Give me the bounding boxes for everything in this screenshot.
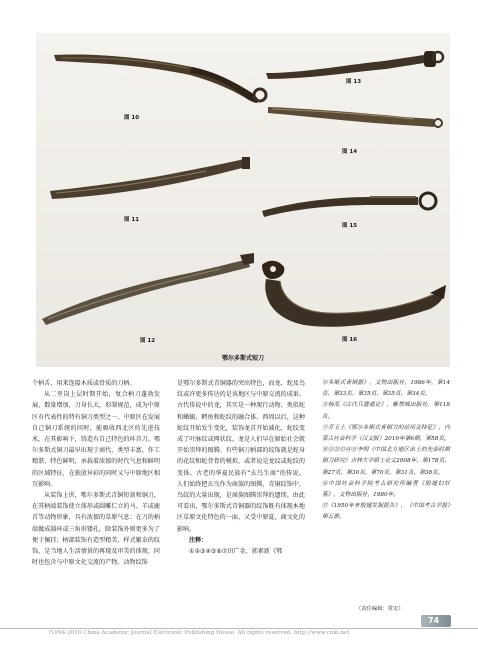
knife-figure-15 — [260, 183, 446, 225]
knife-14-image — [264, 95, 446, 145]
column-3-notes — [322, 378, 450, 524]
knife-12-image — [40, 249, 260, 329]
notes-heading: 注释： — [189, 536, 208, 544]
page-number: 74 — [428, 616, 440, 625]
column-2 — [177, 378, 305, 557]
article-body — [32, 378, 450, 613]
knife-10-image — [52, 45, 272, 105]
note-item: ⑯中国社会科学院考古研究所编著《殷墟妇好墓》，文物出版社，1980年。 — [322, 480, 450, 499]
footer-divider — [0, 628, 478, 629]
caption-fig-10: 图 10 — [124, 115, 140, 121]
caption-fig-14: 图 14 — [342, 149, 358, 155]
note-item: ①②③④⑤⑥⑦田广金、郭素新《鄂 — [189, 548, 283, 556]
panel-title: 鄂尔多斯式短刀 — [221, 355, 264, 362]
paragraph: 从装饰上讲，鄂尔多斯式青铜短剑和铜刀，在其柄端装饰使立体形或圆雕仁立的马、羊或鹿首等动物形象，具有浓郁的草原气息；在刀的柄端做成圆环或三角形镂孔。除装饰外则更多为了便于佩挂；柄部装饰有造型精美、样式繁杂的纹饰，是当地人生活情景的再现及审美的体现。同时也包含与中原文化交流的产物。动物纹饰 — [32, 492, 160, 567]
column-1 — [32, 378, 160, 568]
caption-fig-16: 图 16 — [342, 337, 358, 343]
knife-figure-16 — [254, 255, 448, 335]
paragraph: 从二里岗上层时期开始，复合柄刀蓬勃发展，数量增加，刀身长大，形制规范，成为中原区有代表性的特有铜刀类型之一。中原区在发展自己铜刀系统的同时，能吸收西北区的先进技术，在其影响下，铸造有自己特色的环首刀。鄂尔多斯式铜刀最早出现于商代，类型丰富、作工精湛、特色鲜明，承载着浓郁的时代气息和鲜明的区域特征，在独放异彩的同时又与中原地区相互影响。 — [32, 391, 160, 488]
note-item: ⑰《1950年来殷墟发掘报告》，《中国考古学报》第五册。 — [322, 503, 450, 521]
knife-11-image — [46, 151, 256, 211]
knife-figure-11 — [46, 151, 256, 211]
note-item: ⑧杨泓《古代兵器通论》，紫禁城出版社，第118页。 — [322, 402, 450, 420]
note-item: 尔多斯式青铜器》，文物出版社，1986年，第14页、第33页、第35页、第35页、第34页。 — [322, 380, 450, 398]
figure-panel — [36, 33, 450, 367]
caption-fig-12: 图 12 — [140, 338, 156, 344]
editor-credit: （责任编辑：常宏） — [356, 606, 404, 612]
knife-figure-12 — [40, 249, 260, 329]
caption-fig-11: 图 11 — [124, 217, 140, 223]
knife-figure-14 — [264, 95, 446, 145]
note-item: ⑩⑪⑫⑬⑭⑮李明《中国北方地区出土的先秦时期铜刀研究》吉林大学硕士论文2008年，第178页、第27页、第30页、第70页、第31页、第38页。 — [322, 447, 450, 476]
note-item: ⑨乔玉土《鄂尔多斯式青铜刀的动用及特征》，内蒙古社会科学（汉文版）2010年第6期，第58页。 — [322, 424, 450, 443]
knife-15-image — [260, 183, 446, 225]
footer-copyright: ?1994-2016 China Academic Journal Electronic Publishing House. All rights reserved. http://www.cnki.net — [48, 630, 350, 636]
caption-fig-13: 图 13 — [346, 79, 362, 85]
paragraph: 个柄舌，用来连接木质或骨质的刀柄。 — [32, 380, 136, 387]
paragraph: 是鄂尔多斯式青铜器的突出特色，而龙、蛇及鸟纹或许更多传达的是该地区与中原交流的成果。古代传说中的龙，其实是一种爬行动物、类似蛇和蜥蜴、鳄鱼和蛇纹的融合体。西周以后，这种蛇纹开始发生变化，装饰龙首开始减化，蛇纹变成了叶脉纹或网状纹。龙是人们早在原始社会就开始崇拜的图腾。有些铜刀柄部的纹饰就是蛇身的花纹和蛇背骨的模拟，或者说是龙纹或蛇纹的变体。古老的华夏民族有“玄鸟生商”的传说，人们始终把玄鸟作为商族的图腾，青铜纹饰中，鸟纹的大量出现，是商族图腾崇拜的遗续。由此可看出，鄂尔多斯式青铜器的纹饰既有体现本地区草原文化特色的一面，又受中原夏、商文化的影响。 — [177, 380, 305, 533]
caption-fig-15: 图 15 — [342, 223, 358, 229]
knife-16-image — [254, 255, 448, 335]
knife-figure-10 — [52, 45, 272, 105]
